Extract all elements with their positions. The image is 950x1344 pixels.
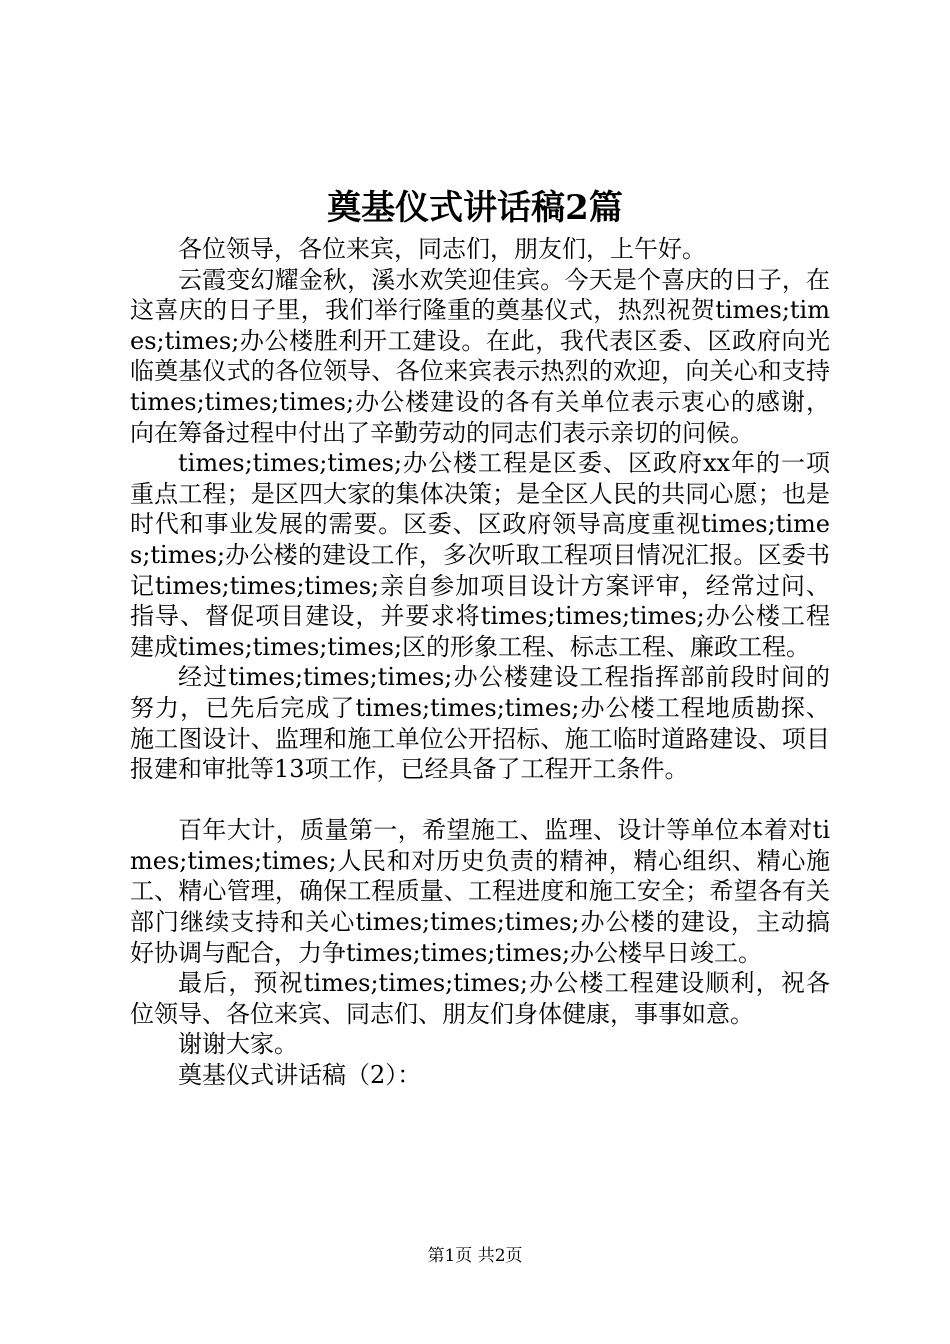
document-body — [130, 234, 830, 1091]
paragraph-opening: 云霞变幻耀金秋，溪水欢笑迎佳宾。今天是个喜庆的日子，在这喜庆的日子里，我们举行隆重的奠基仪式，热烈祝贺times;times;times;办公楼胜利开工建设。在此，我代表区委、区政府向光临奠基仪式的各位领导、各位来宾表示热烈的欢迎，向关心和支持times;times;times;办公楼建设的各有关单位表示衷心的感谢，向在筹备过程中付出了辛勤劳动的同志们表示亲切的问候。 — [130, 265, 830, 447]
paragraph-quality-hopes: 百年大计，质量第一，希望施工、监理、设计等单位本着对times;times;times;人民和对历史负责的精神，精心组织、精心施工、精心管理，确保工程质量、工程进度和施工安全；希望各有关部门继续支持和关心times;times;times;办公楼的建设，主动搞好协调与配合，力争times;times;times;办公楼早日竣工。 — [130, 816, 830, 967]
paragraph-second-speech-heading: 奠基仪式讲话稿（2）： — [178, 1061, 422, 1090]
page-number-footer: 第1页 共2页 — [427, 1246, 523, 1266]
paragraph-project-importance: times;times;times;办公楼工程是区委、区政府xx年的一项重点工程；是区四大家的集体决策；是全区人民的共同心愿；也是时代和事业发展的需要。区委、区政府领导高度重视times;times;times;办公楼的建设工作，多次听取工程项目情况汇报。区委书记times;times;times;亲自参加项目设计方案评审，经常过问、指导、督促项目建设，并要求将times;times;times;办公楼工程建成times;times;times;区的形象工程、标志工程、廉政工程。 — [130, 449, 830, 661]
paragraph-preparation-work: 经过times;times;times;办公楼建设工程指挥部前段时间的努力，已先后完成了times;times;times;办公楼工程地质勘探、施工图设计、监理和施工单位公开招标、施工临时道路建设、项目报建和审批等13项工作，已经具备了工程开工条件。 — [130, 663, 830, 784]
paragraph-spacer — [130, 785, 830, 816]
paragraph-greeting: 各位领导，各位来宾，同志们，朋友们，上午好。 — [178, 235, 706, 263]
document-title: 奠基仪式讲话稿2篇 — [327, 188, 623, 228]
paragraph-closing-wishes: 最后，预祝times;times;times;办公楼工程建设顺利，祝各位领导、各位来宾、同志们、朋友们身体健康，事事如意。 — [130, 969, 830, 1028]
paragraph-thanks: 谢谢大家。 — [178, 1030, 298, 1059]
